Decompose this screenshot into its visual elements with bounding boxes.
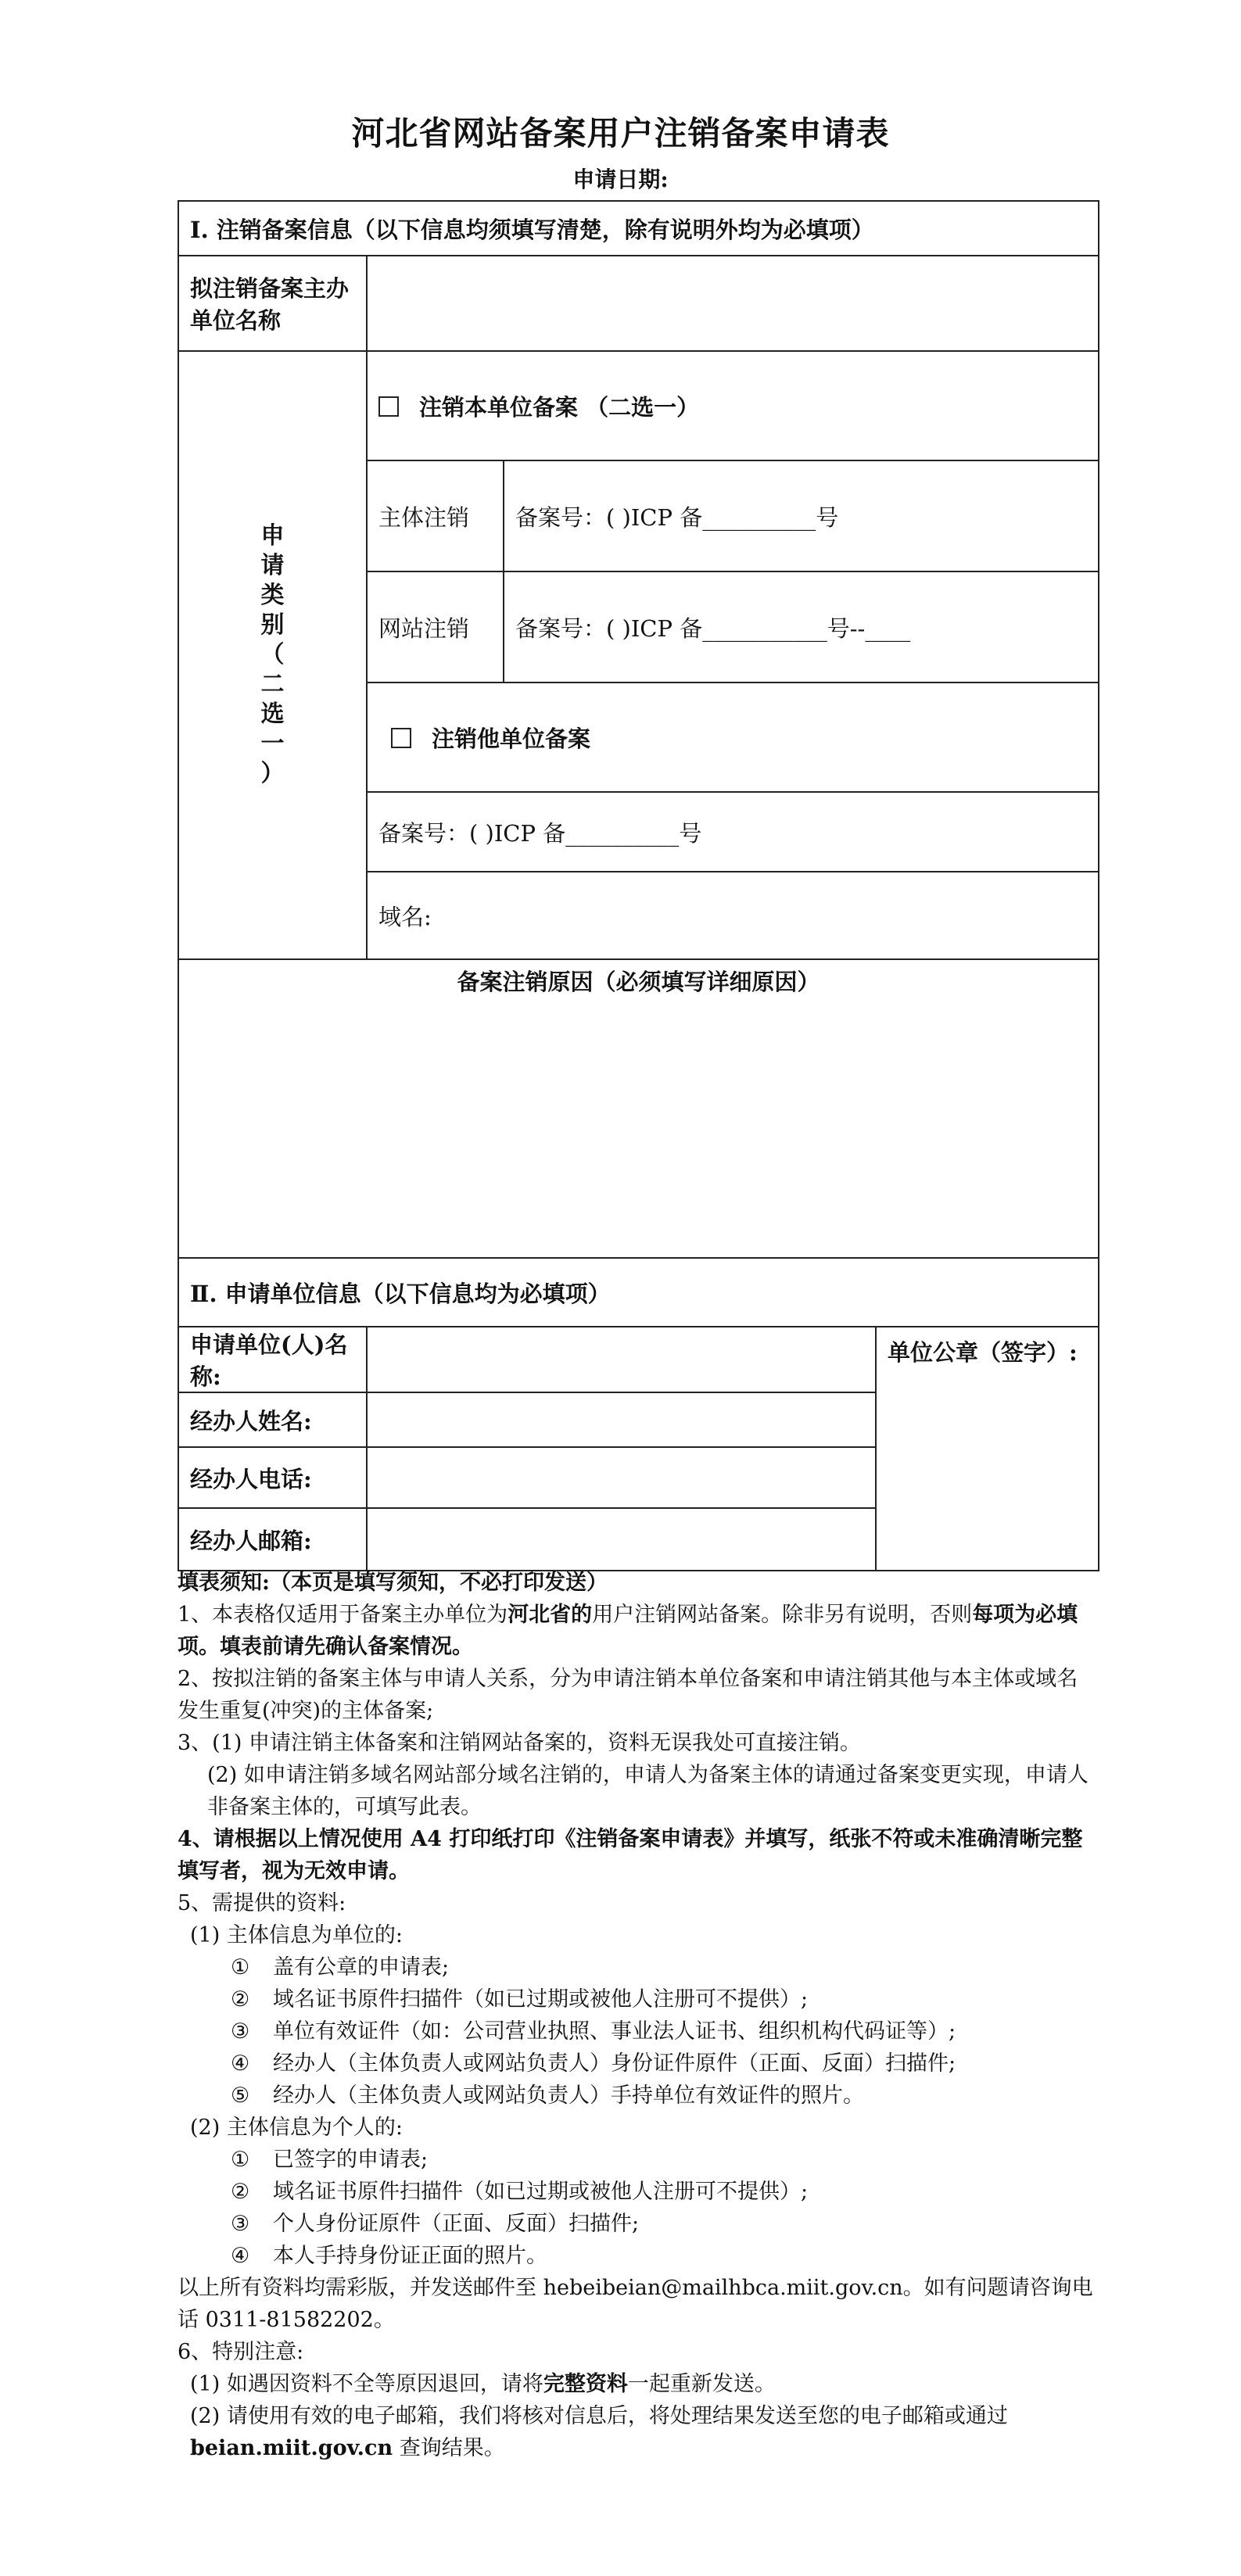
handler-email-label: 经办人邮箱: [178,1508,367,1571]
apply-date-label: 申请日期: [572,167,669,192]
list-item: ② 域名证书原件扫描件（如已过期或被他人注册可不提供）; [231,1987,809,2012]
page-title: 河北省网站备案用户注销备案申请表 [351,114,890,152]
seal-signature-field[interactable] [876,1327,1099,1571]
list-item: ⑤ 经办人（主体负责人或网站负责人）手持单位有效证件的照片。 [231,2083,864,2108]
note-5-send: 以上所有资料均需彩版，并发送邮件至 hebeibeian@mailhbca.miit.gov.cn。如有问题请咨询电话 0311-81582202。 [178,2276,1093,2332]
note-6-1: (1) 如遇因资料不全等原因退回，请将完整资料一起重新发送。 [190,2372,776,2396]
list-item: ④ 经办人（主体负责人或网站负责人）身份证件原件（正面、反面）扫描件; [231,2051,956,2076]
checkbox-cancel-other[interactable] [391,728,411,748]
note-6: 6、特别注意: [178,2340,304,2364]
list-item: ② 域名证书原件扫描件（如已过期或被他人注册可不提供）; [231,2180,809,2204]
main-cancel-record-field[interactable]: 备案号：( )ICP 备__________号 [504,460,1099,571]
note-3a: 3、(1) 申请注销主体备案和注销网站备案的，资料无误我处可直接注销。 [178,1731,862,1755]
handler-phone-field[interactable] [367,1447,876,1508]
org-name-label: 拟注销备案主办单位名称 [178,256,367,351]
note-4: 4、请根据以上情况使用 A4 打印纸打印《注销备案申请表》并填写，纸张不符或未准确清晰完整填写者，视为无效申请。 [178,1827,1083,1883]
note-1: 1、本表格仅适用于备案主办单位为河北省的用户注销网站备案。除非另有说明，否则每项为必填项。填表前请先确认备案情况。 [178,1603,1078,1659]
handler-name-label: 经办人姓名: [178,1392,367,1447]
option-cancel-other[interactable] [367,683,1099,792]
handler-name-field[interactable] [367,1392,876,1447]
main-cancel-label: 主体注销 [367,460,504,571]
list-item: ③ 个人身份证原件（正面、反面）扫描件; [231,2212,640,2236]
section1-header: Ⅰ. 注销备案信息（以下信息均须填写清楚，除有说明外均为必填项） [178,201,1099,256]
option-cancel-self[interactable] [367,351,1099,460]
note-5-1: (1) 主体信息为单位的: [190,1923,403,1947]
apply-type-label: 申 请 类 别 （ 二 选 一 ） [178,351,367,959]
site-cancel-record-field[interactable]: 备案号：( )ICP 备___________号--____ [504,571,1099,683]
list-item: ③ 单位有效证件（如：公司营业执照、事业法人证书、组织机构代码证等）; [231,2019,956,2044]
note-5: 5、需提供的资料: [178,1891,346,1915]
org-name-field[interactable] [367,256,1099,351]
section2-header: Ⅱ. 申请单位信息（以下信息均为必填项） [178,1258,1099,1327]
note-2: 2、按拟注销的备案主体与申请人关系，分为申请注销本单位备案和申请注销其他与本主体或域名发生重复(冲突)的主体备案; [178,1667,1078,1723]
other-record-field[interactable]: 备案号：( )ICP 备__________号 [367,792,1099,872]
cancellation-form-table [178,200,1099,1571]
handler-email-field[interactable] [367,1508,876,1571]
instructions [178,1567,1098,2464]
applicant-name-label: 申请单位(人)名称: [178,1327,367,1392]
note-3b: (2) 如申请注销多域名网站部分域名注销的，申请人为备案主体的请通过备案变更实现，申请人非备案主体的，可填写此表。 [207,1763,1089,1819]
reason-field[interactable] [178,959,1099,1258]
site-cancel-label: 网站注销 [367,571,504,683]
list-item: ① 盖有公章的申请表; [231,1955,450,1979]
list-item: ④ 本人手持身份证正面的照片。 [231,2244,547,2268]
option-cancel-other-label: 注销他单位备案 [432,725,591,752]
note-6-2: (2) 请使用有效的电子邮箱，我们将核对信息后，将处理结果发送至您的电子邮箱或通过beian.miit.gov.cn 查询结果。 [190,2404,1008,2460]
handler-phone-label: 经办人电话: [178,1447,367,1508]
note-5-2: (2) 主体信息为个人的: [190,2116,403,2140]
seal-label: 单位公章（签字）: [888,1339,1078,1366]
reason-header: 备案注销原因（必须填写详细原因） [457,969,820,995]
applicant-name-field[interactable] [367,1327,876,1392]
checkbox-cancel-self[interactable] [378,396,399,417]
option-cancel-self-label: 注销本单位备案 （二选一） [419,393,700,421]
list-item: ① 已签字的申请表; [231,2148,429,2172]
domain-field[interactable]: 域名: [367,872,1099,959]
instructions-heading: 填表须知:（本页是填写须知，不必打印发送） [178,1571,608,1595]
